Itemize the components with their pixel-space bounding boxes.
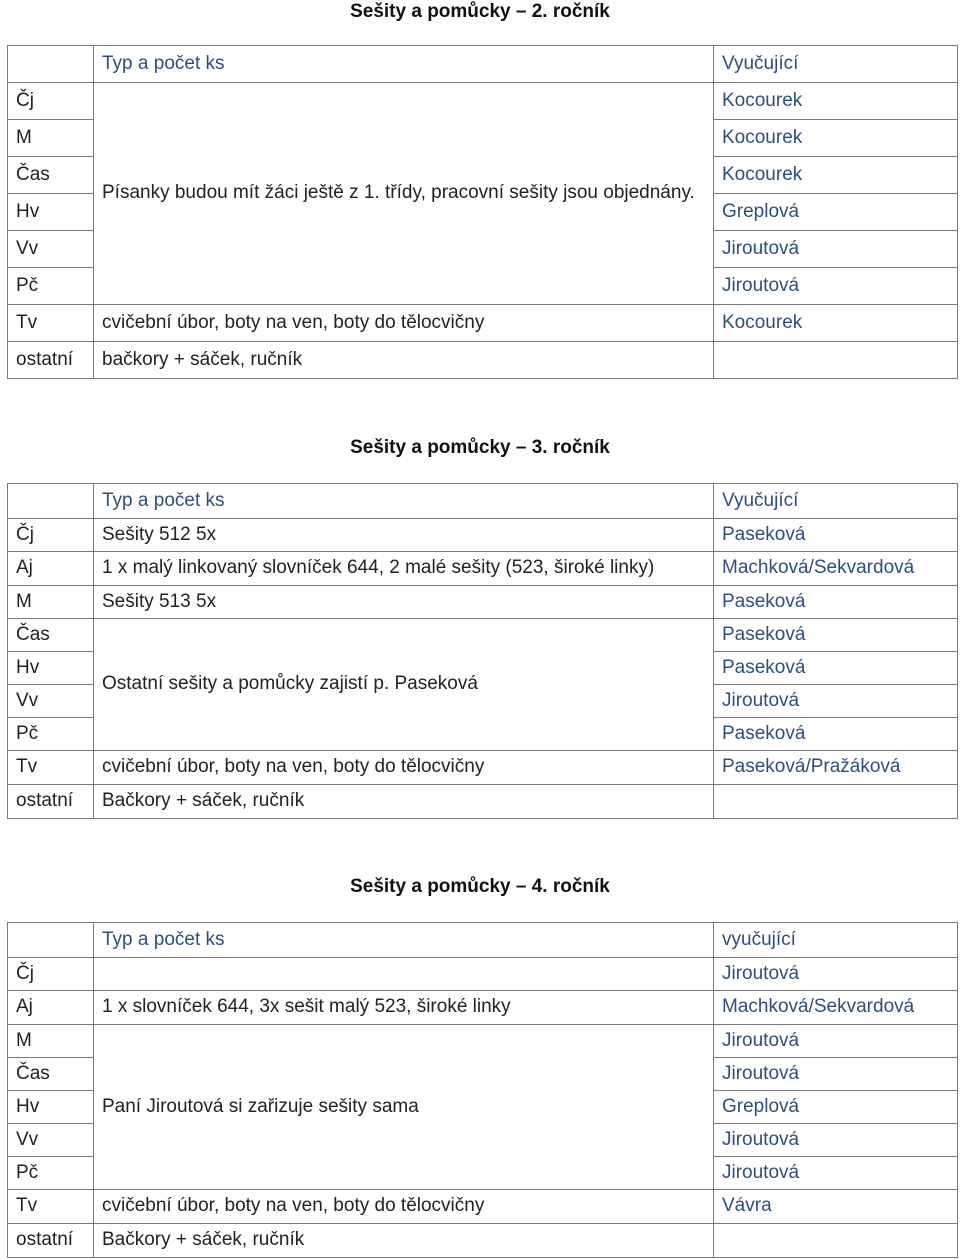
subject-cell: Aj bbox=[8, 552, 94, 586]
header-teacher: vyučující bbox=[714, 923, 958, 958]
teacher-cell: Jiroutová bbox=[714, 1025, 958, 1058]
teacher-cell: Paseková bbox=[714, 652, 958, 685]
teacher-cell: Jiroutová bbox=[714, 1058, 958, 1091]
teacher-cell: Paseková bbox=[714, 586, 958, 619]
header-items: Typ a počet ks bbox=[94, 484, 714, 519]
subject-cell: Čj bbox=[8, 958, 94, 991]
table-row bbox=[8, 586, 958, 619]
subject-cell: ostatní bbox=[8, 1224, 94, 1258]
subject-cell: Čj bbox=[8, 519, 94, 552]
teacher-cell bbox=[714, 342, 958, 379]
subject-cell: Tv bbox=[8, 1190, 94, 1224]
subject-cell: Tv bbox=[8, 751, 94, 785]
table-row bbox=[8, 619, 958, 652]
merged-note-cell: Paní Jiroutová si zařizuje sešity sama bbox=[94, 1025, 714, 1190]
subject-cell: Čas bbox=[8, 157, 94, 194]
merged-note-cell: Ostatní sešity a pomůcky zajistí p. Paseková bbox=[94, 619, 714, 751]
items-cell: 1 x slovníček 644, 3x sešit malý 523, široké linky bbox=[94, 991, 714, 1025]
subject-cell: Vv bbox=[8, 1124, 94, 1157]
subject-cell: Hv bbox=[8, 652, 94, 685]
subject-cell: ostatní bbox=[8, 785, 94, 819]
teacher-cell: Kocourek bbox=[714, 120, 958, 157]
teacher-cell: Jiroutová bbox=[714, 958, 958, 991]
teacher-cell bbox=[714, 785, 958, 819]
subject-cell: ostatní bbox=[8, 342, 94, 379]
items-cell: cvičební úbor, boty na ven, boty do tělocvičny bbox=[94, 305, 714, 342]
table-row bbox=[8, 1190, 958, 1224]
teacher-cell: Paseková/Pražáková bbox=[714, 751, 958, 785]
subject-cell: Vv bbox=[8, 685, 94, 718]
subject-cell: Čas bbox=[8, 619, 94, 652]
header-subject bbox=[8, 923, 94, 958]
table-row bbox=[8, 83, 958, 120]
table-row bbox=[8, 342, 958, 379]
header-items: Typ a počet ks bbox=[94, 46, 714, 83]
teacher-cell: Jiroutová bbox=[714, 1124, 958, 1157]
table-row bbox=[8, 785, 958, 819]
subject-cell: Pč bbox=[8, 718, 94, 751]
table-header-row bbox=[8, 46, 958, 83]
teacher-cell: Kocourek bbox=[714, 83, 958, 120]
items-cell: 1 x malý linkovaný slovníček 644, 2 malé sešity (523, široké linky) bbox=[94, 552, 714, 586]
subject-cell: Tv bbox=[8, 305, 94, 342]
items-cell: Bačkory + sáček, ručník bbox=[94, 1224, 714, 1258]
table-row bbox=[8, 751, 958, 785]
teacher-cell: Jiroutová bbox=[714, 1157, 958, 1190]
items-cell bbox=[94, 958, 714, 991]
teacher-cell: Jiroutová bbox=[714, 685, 958, 718]
section-title-3-rocnik: Sešity a pomůcky – 3. ročník bbox=[350, 437, 610, 458]
table-row bbox=[8, 958, 958, 991]
items-cell: Sešity 513 5x bbox=[94, 586, 714, 619]
subject-cell: M bbox=[8, 120, 94, 157]
teacher-cell: Paseková bbox=[714, 519, 958, 552]
teacher-cell: Greplová bbox=[714, 1091, 958, 1124]
subject-cell: Pč bbox=[8, 1157, 94, 1190]
subject-cell: Čas bbox=[8, 1058, 94, 1091]
header-teacher: Vyučující bbox=[714, 46, 958, 83]
teacher-cell: Jiroutová bbox=[714, 231, 958, 268]
teacher-cell bbox=[714, 1224, 958, 1258]
teacher-cell: Jiroutová bbox=[714, 268, 958, 305]
table-row bbox=[8, 1224, 958, 1258]
table-3-rocnik bbox=[7, 483, 958, 819]
merged-note-cell: Písanky budou mít žáci ještě z 1. třídy, pracovní sešity jsou objednány. bbox=[94, 83, 714, 305]
teacher-cell: Machková/Sekvardová bbox=[714, 552, 958, 586]
header-teacher: Vyučující bbox=[714, 484, 958, 519]
header-subject bbox=[8, 484, 94, 519]
items-cell: cvičební úbor, boty na ven, boty do tělocvičny bbox=[94, 751, 714, 785]
teacher-cell: Paseková bbox=[714, 718, 958, 751]
subject-cell: M bbox=[8, 1025, 94, 1058]
subject-cell: Pč bbox=[8, 268, 94, 305]
table-header-row bbox=[8, 484, 958, 519]
teacher-cell: Kocourek bbox=[714, 157, 958, 194]
subject-cell: Aj bbox=[8, 991, 94, 1025]
table-row bbox=[8, 1025, 958, 1058]
teacher-cell: Kocourek bbox=[714, 305, 958, 342]
header-items: Typ a počet ks bbox=[94, 923, 714, 958]
table-row bbox=[8, 552, 958, 586]
section-title-4-rocnik: Sešity a pomůcky – 4. ročník bbox=[350, 876, 610, 897]
subject-cell: M bbox=[8, 586, 94, 619]
subject-cell: Vv bbox=[8, 231, 94, 268]
teacher-cell: Machková/Sekvardová bbox=[714, 991, 958, 1025]
table-header-row bbox=[8, 923, 958, 958]
subject-cell: Hv bbox=[8, 194, 94, 231]
table-4-rocnik bbox=[7, 922, 958, 1258]
items-cell: Bačkory + sáček, ručník bbox=[94, 785, 714, 819]
teacher-cell: Greplová bbox=[714, 194, 958, 231]
items-cell: bačkory + sáček, ručník bbox=[94, 342, 714, 379]
items-cell: Sešity 512 5x bbox=[94, 519, 714, 552]
teacher-cell: Paseková bbox=[714, 619, 958, 652]
table-2-rocnik bbox=[7, 45, 958, 379]
items-cell: cvičební úbor, boty na ven, boty do tělocvičny bbox=[94, 1190, 714, 1224]
table-row bbox=[8, 519, 958, 552]
section-title-2-rocnik: Sešity a pomůcky – 2. ročník bbox=[350, 1, 610, 22]
subject-cell: Čj bbox=[8, 83, 94, 120]
table-row bbox=[8, 991, 958, 1025]
subject-cell: Hv bbox=[8, 1091, 94, 1124]
teacher-cell: Vávra bbox=[714, 1190, 958, 1224]
header-subject bbox=[8, 46, 94, 83]
table-row bbox=[8, 305, 958, 342]
